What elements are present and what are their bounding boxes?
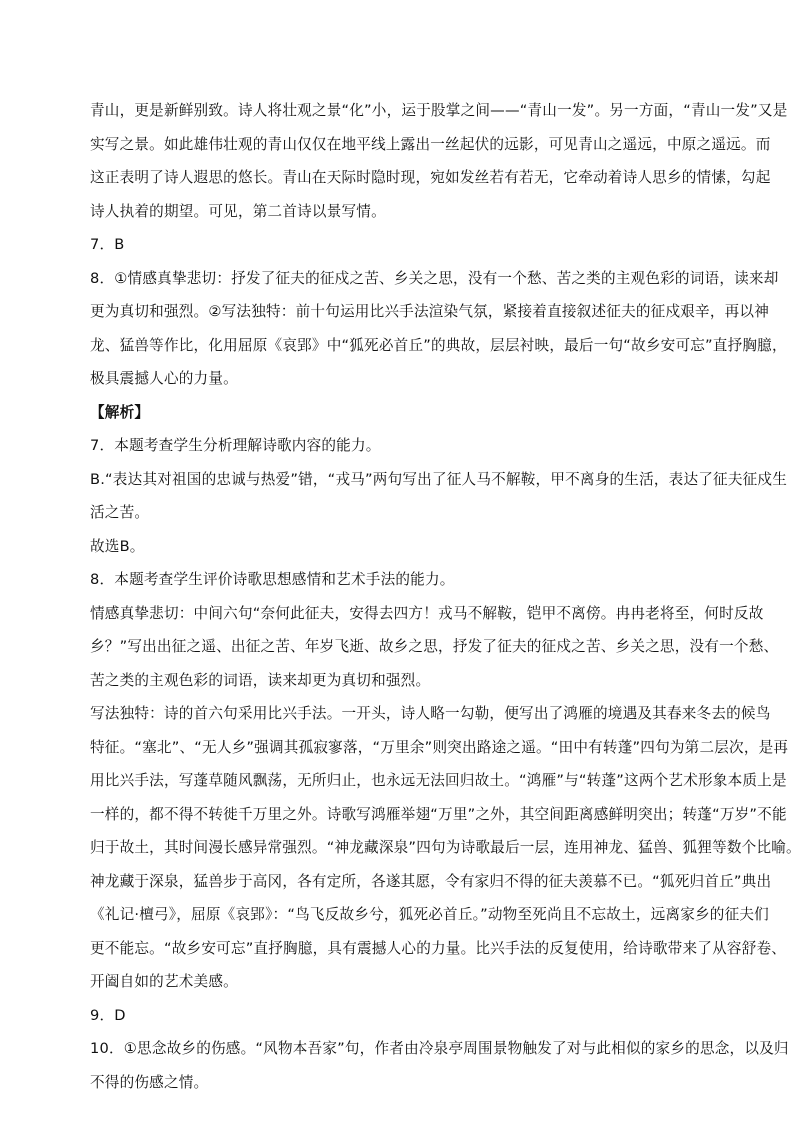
paragraph-line: 龙、猛兽等作比，化用屈原《哀郢》中“狐死必首丘”的典故，层层衬映，最后一句“故乡安可忘”直抒胸臆， [90,336,787,354]
paragraph-line: 写法独特：诗的首六句采用比兴手法。一开头，诗人略一勾勒，便写出了鸿雁的境遇及其春来冬去的候鸟 [90,705,771,722]
paragraph-line: 用比兴手法，写蓬草随风飘荡，无所归止，也永远无法回归故土。“鸿雁”与“转蓬”这两个艺术形象本质上是 [90,772,787,789]
paragraph-line: 特征。“塞北”、“无人乡”强调其孤寂寥落，“万里余”则突出路途之遥。“田中有转蓬”四句为第二层次，是再 [90,738,789,756]
paragraph-line: 更不能忘。“故乡安可忘”直抒胸臆，具有震撼人心的力量。比兴手法的反复使用，给诗歌带来了从容舒卷、 [90,939,787,957]
analysis-7: 7．本题考查学生分析理解诗歌内容的能力。 [90,437,381,454]
paragraph-line: 诗人执着的期望。可见，第二首诗以景写情。 [90,202,386,220]
paragraph-line: 一样的，都不得不转徙千万里之外。诗歌写鸿雁举翅“万里”之外，其空间距离感鲜明突出；转蓬“万岁”不能 [90,805,787,823]
paragraph-line: 极具震撼人心的力量。 [90,370,238,387]
answer-8: 8．①情感真挚悲切：抒发了征夫的征戍之苦、乡关之思，没有一个愁、苦之类的主观色彩的词语，读来却 [90,269,779,287]
paragraph-line: 乡？”写出出征之遥、出征之苦、年岁飞逝、故乡之思，抒发了征夫的征戍之苦、乡关之思，没有一个愁、 [90,638,779,655]
paragraph-line: 《礼记·檀弓》，屈原《哀郢》：“鸟飞反故乡兮，狐死必首丘。”动物至死尚且不忘故土，远离家乡的征夫们 [90,906,769,923]
answer-7: 7．B [90,236,125,253]
paragraph-line: 这正表明了诗人遐思的悠长。青山在天际时隐时现，宛如发丝若有若无，它牵动着诗人思乡的情愫，勾起 [90,169,771,186]
paragraph-line: 归于故土，其时间漫长感异常强烈。“神龙藏深泉”四句为诗歌最后一层，连用神龙、猛兽、狐狸等数个比喻。 [90,839,801,856]
paragraph-line: 开阖自如的艺术美感。 [90,973,238,990]
paragraph-line: 实写之景。如此雄伟壮观的青山仅仅在地平线上露出一丝起伏的远影，可见青山之遥远，中原之遥远。而 [90,135,771,153]
paragraph-line: 青山，更是新鲜别致。诗人将壮观之景“化”小，运于股掌之间——“青山一发”。另一方面，“青山一发”又是 [90,102,788,119]
analysis-heading: 【解析】 [90,403,150,421]
paragraph-line: 神龙藏于深泉，猛兽步于高冈，各有定所，各遂其愿，令有家归不得的征夫羡慕不已。“狐死归首丘”典出 [90,872,772,890]
paragraph-line: 苦之类的主观色彩的词语，读来却更为真切和强烈。 [90,671,431,689]
paragraph-line: 活之苦。 [90,504,150,521]
answer-9: 9．D [90,1006,126,1024]
paragraph-line: B.“表达其对祖国的忠诚与热爱”错，“戎马”两句写出了征人马不解鞍，甲不离身的生活，表达了征夫征戍生 [90,470,788,488]
paragraph-line: 故选B。 [90,537,145,555]
analysis-8: 8．本题考查学生评价诗歌思想感情和艺术手法的能力。 [90,571,455,588]
paragraph-line: 不得的伤感之情。 [90,1073,209,1091]
paragraph-line: 更为真切和强烈。②写法独特：前十句运用比兴手法渲染气氛，紧接着直接叙述征夫的征戍艰辛，再以神 [90,303,770,320]
paragraph-line: 情感真挚悲切：中间六句“奈何此征夫，安得去四方！戎马不解鞍，铠甲不离傍。冉冉老将至，何时反故 [90,604,764,622]
answer-10: 10．①思念故乡的伤感。“风物本吾家”句，作者由冷泉亭周围景物触发了对与此相似的家乡的思念，以及归 [90,1040,789,1057]
